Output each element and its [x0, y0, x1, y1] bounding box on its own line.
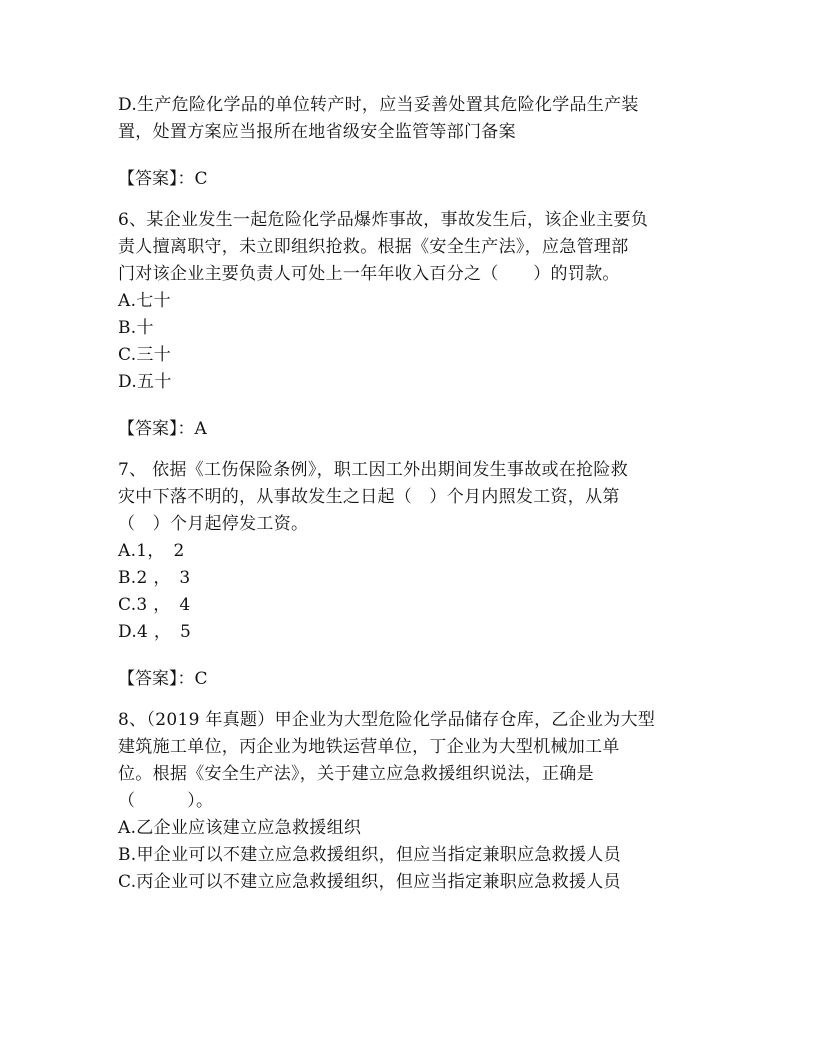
q6-answer: 【答案】：A [118, 419, 207, 439]
q6-option-d: D.五十 [118, 372, 172, 392]
q8-option-b: B.甲企业可以不建立应急救援组织，但应当指定兼职应急救援人员 [118, 845, 621, 865]
q6-stem-line-2: 责人擅离职守，未立即组织抢救。根据《安全生产法》，应急管理部 [118, 237, 629, 257]
q8-stem-line-2: 建筑施工单位，丙企业为地铁运营单位，丁企业为大型机械加工单 [118, 737, 620, 757]
question-6 [118, 207, 708, 443]
q7-stem-line-2: 灾中下落不明的，从事故发生之日起（ ）个月内照发工资，从第 [118, 487, 620, 507]
q8-stem-line-1: 8、（2019 年真题）甲企业为大型危险化学品储存仓库，乙企业为大型 [118, 710, 656, 730]
question-7 [118, 457, 708, 693]
q7-option-c: C.3 ， 4 [118, 595, 191, 615]
q6-option-c: C.三十 [118, 345, 172, 365]
q8-option-c: C.丙企业可以不建立应急救援组织，但应当指定兼职应急救援人员 [118, 872, 621, 892]
q7-stem-line-3: （ ）个月起停发工资。 [118, 514, 309, 534]
document-page [118, 92, 708, 896]
question-8 [118, 707, 708, 896]
q5-option-d-line-2: 置，处置方案应当报所在地省级安全监管等部门备案 [118, 122, 516, 142]
q7-stem-line-1: 7、 依据《工伤保险条例》，职工因工外出期间发生事故或在抢险救 [118, 460, 629, 480]
q6-option-b: B.十 [118, 318, 154, 338]
question-5-tail [118, 92, 708, 193]
q7-answer: 【答案】：C [118, 669, 208, 689]
q5-answer: 【答案】：C [118, 169, 208, 189]
q6-stem-line-3: 门对该企业主要负责人可处上一年年收入百分之（ ）的罚款。 [118, 264, 620, 284]
q6-option-a: A.七十 [118, 291, 171, 311]
q7-option-b: B.2 ， 3 [118, 568, 191, 588]
q7-option-d: D.4 ， 5 [118, 622, 192, 642]
q6-stem-line-1: 6、某企业发生一起危险化学品爆炸事故，事故发生后，该企业主要负 [118, 210, 649, 230]
q8-option-a: A.乙企业应该建立应急救援组织 [118, 818, 362, 838]
q5-option-d-line-1: D.生产危险化学品的单位转产时，应当妥善处置其危险化学品生产装 [118, 95, 639, 115]
q7-option-a: A.1， 2 [118, 541, 185, 561]
q8-stem-line-4: （ ）。 [118, 791, 214, 811]
q8-stem-line-3: 位。根据《安全生产法》，关于建立应急救援组织说法，正确是 [118, 764, 594, 784]
